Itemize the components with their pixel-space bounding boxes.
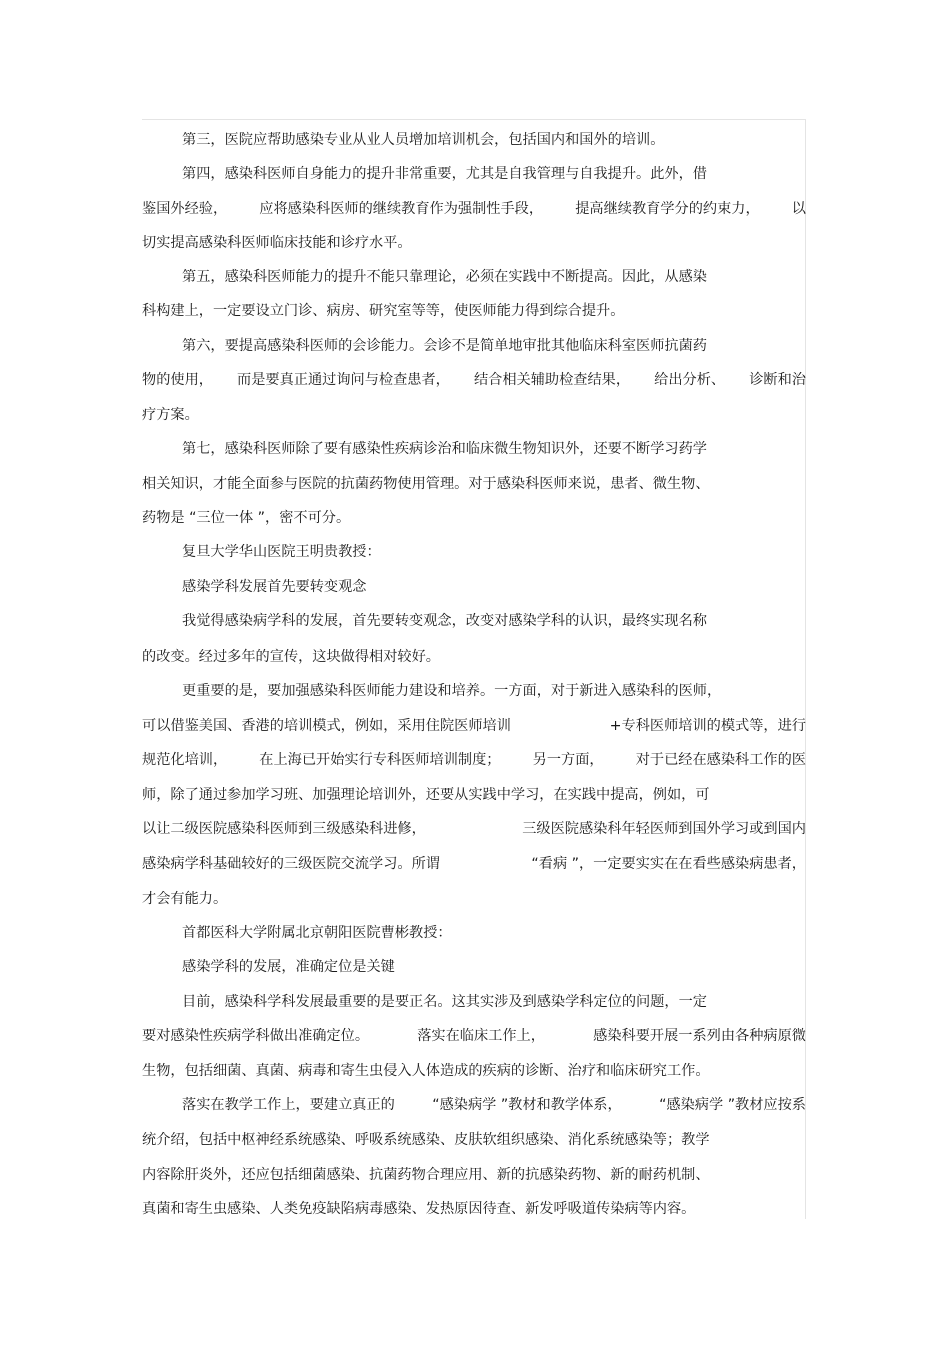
paragraph-line xyxy=(142,853,806,875)
text-segment: “感染病学 ”教材应按系 xyxy=(659,1097,806,1113)
paragraph-line: 第六，要提高感染科医师的会诊能力。会诊不是简单地审批其他临床科室医师抗菌药 xyxy=(182,338,707,354)
text-segment: 三级医院感染科年轻医师到国外学习或到国内 xyxy=(522,821,806,837)
paragraph-line: 更重要的是，要加强感染科医师能力建设和培养。一方面，对于新进入感染科的医师， xyxy=(182,683,722,699)
text-segment: 应将感染科医师的继续教育作为强制性手段， xyxy=(259,201,544,217)
section-subtitle: 感染学科发展首先要转变观念 xyxy=(182,579,367,595)
paragraph-line: 第三，医院应帮助感染专业从业人员增加培训机会，包括国内和国外的培训。 xyxy=(182,132,665,148)
text-segment: 诊断和治 xyxy=(749,372,806,388)
paragraph-line: 内容除肝炎外，还应包括细菌感染、抗菌药物合理应用、新的抗感染药物、新的耐药机制、 xyxy=(142,1167,710,1183)
text-segment: 物的使用， xyxy=(142,372,213,388)
paragraph-line: 我觉得感染病学科的发展，首先要转变观念，改变对感染学科的认识，最终实现名称 xyxy=(182,613,707,629)
paragraph-line: 药物是 “三位一体 ”，密不可分。 xyxy=(142,510,351,526)
text-segment: 要对感染性疾病学科做出准确定位。 xyxy=(142,1028,370,1044)
text-segment: 以 xyxy=(791,201,806,217)
text-segment: 规范化培训， xyxy=(142,752,228,768)
paragraph-line xyxy=(142,1025,806,1047)
paragraph-line: 第五，感染科医师能力的提升不能只靠理论，必须在实践中不断提高。因此，从感染 xyxy=(182,269,707,285)
text-segment: 可以借鉴美国、香港的培训模式，例如，采用住院医师培训 xyxy=(142,718,511,734)
paragraph-line: 真菌和寄生虫感染、人类免疫缺陷病毒感染、发热原因待查、新发呼吸道传染病等内容。 xyxy=(142,1201,696,1217)
section-subtitle: 感染学科的发展，准确定位是关键 xyxy=(182,959,395,975)
text-segment: 在上海已开始实行专科医师培训制度； xyxy=(259,752,501,768)
paragraph-line: 科构建上，一定要设立门诊、病房、研究室等等，使医师能力得到综合提升。 xyxy=(142,303,625,319)
text-segment: 鉴国外经验， xyxy=(142,201,228,217)
text-segment: 落实在教学工作上，要建立真正的 xyxy=(182,1097,395,1113)
text-segment: 以让二级医院感染科医师到三级感染科进修， xyxy=(142,821,426,837)
paragraph-line xyxy=(142,369,806,391)
paragraph-line xyxy=(142,818,806,840)
text-segment: 结合相关辅助检查结果， xyxy=(473,372,631,388)
text-segment: 落实在临床工作上， xyxy=(417,1028,545,1044)
text-segment: 提高继续教育学分的约束力， xyxy=(575,201,760,217)
paragraph-line: 师，除了通过参加学习班、加强理论培训外，还要从实践中学习，在实践中提高，例如，可 xyxy=(142,787,710,803)
text-segment: 感染科要开展一系列由各种病原微 xyxy=(593,1028,806,1044)
speaker-heading: 复旦大学华山医院王明贵教授： xyxy=(182,544,381,560)
paragraph-line: 生物，包括细菌、真菌、病毒和寄生虫侵入人体造成的疾病的诊断、治疗和临床研究工作。 xyxy=(142,1063,710,1079)
text-segment: 而是要真正通过询问与检查患者， xyxy=(237,372,450,388)
paragraph-line: 第七，感染科医师除了要有感染性疾病诊治和临床微生物知识外，还要不断学习药学 xyxy=(182,441,707,457)
text-segment: 给出分析、 xyxy=(654,372,726,388)
paragraph-line: 第四，感染科医师自身能力的提升非常重要，尤其是自我管理与自我提升。此外，借 xyxy=(182,166,707,182)
paragraph-line: 的改变。经过多年的宣传，这块做得相对较好。 xyxy=(142,649,440,665)
paragraph-line: 才会有能力。 xyxy=(142,891,228,907)
paragraph-line xyxy=(142,715,806,737)
text-segment: +专科医师培训的模式等，进行 xyxy=(609,718,806,734)
paragraph-line xyxy=(142,198,806,220)
paragraph-line: 统介绍，包括中枢神经系统感染、呼吸系统感染、皮肤软组织感染、消化系统感染等；教学 xyxy=(142,1132,710,1148)
paragraph-line: 疗方案。 xyxy=(142,407,199,423)
paragraph-line xyxy=(142,1094,806,1116)
paragraph-line: 目前，感染科学科发展最重要的是要正名。这其实涉及到感染学科定位的问题，一定 xyxy=(182,994,707,1010)
speaker-heading: 首都医科大学附属北京朝阳医院曹彬教授： xyxy=(182,925,452,941)
paragraph-line: 切实提高感染科医师临床技能和诊疗水平。 xyxy=(142,235,412,251)
paragraph-line: 相关知识，才能全面参与医院的抗菌药物使用管理。对于感染科医师来说，患者、微生物、 xyxy=(142,476,710,492)
text-segment: 感染病学科基础较好的三级医院交流学习。所谓 xyxy=(142,856,440,872)
text-segment: “感染病学 ”教材和教学体系， xyxy=(432,1097,622,1113)
text-segment: 对于已经在感染科工作的医 xyxy=(635,752,806,768)
text-segment: 另一方面， xyxy=(532,752,604,768)
paragraph-line xyxy=(142,749,806,771)
text-segment: “看病 ”，一定要实实在在看些感染病患者， xyxy=(531,856,806,872)
